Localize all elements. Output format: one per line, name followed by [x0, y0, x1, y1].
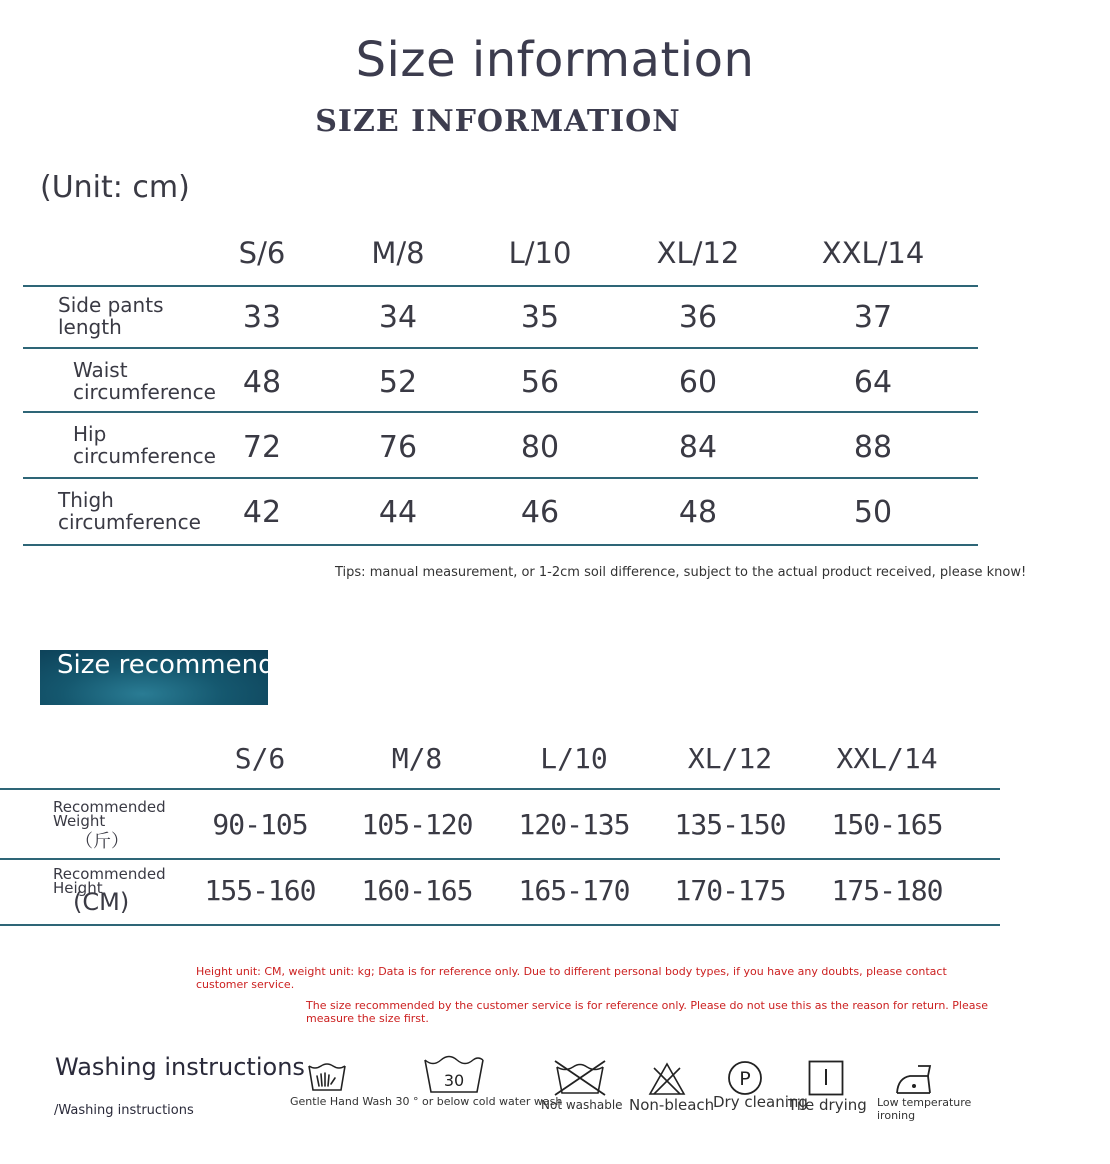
size-header-s: S/6 — [238, 236, 286, 270]
table-cell: 160-165 — [361, 874, 473, 907]
svg-text:P: P — [739, 1068, 751, 1090]
table-cell: 90-105 — [212, 808, 308, 841]
not-washable-caption: Not washable — [541, 1098, 623, 1112]
size-header-xxl: XXL/14 — [821, 236, 925, 270]
table-divider — [0, 858, 1000, 860]
table-cell: 64 — [853, 365, 893, 400]
hand-wash-icon — [307, 1060, 347, 1094]
size-recommendation-banner — [40, 650, 341, 705]
size-header-l: L/10 — [508, 236, 572, 270]
table-divider — [23, 285, 978, 287]
table-cell: 84 — [678, 430, 718, 465]
table-cell: 46 — [520, 495, 560, 530]
table-cell: 44 — [378, 495, 418, 530]
page-subtitle: SIZE INFORMATION — [315, 104, 681, 139]
table-cell: 48 — [678, 495, 718, 530]
row-label-line: circumference — [73, 380, 216, 404]
tile-drying-caption: Tile drying — [788, 1096, 867, 1114]
non-bleach-icon — [648, 1062, 686, 1096]
row-label-unit: （斤） — [75, 831, 129, 852]
table-divider — [23, 544, 978, 546]
row-label-recommended-height — [53, 867, 166, 915]
table-cell: 80 — [520, 430, 560, 465]
table-cell: 35 — [520, 300, 560, 335]
table-divider — [0, 788, 1000, 790]
row-label-line: Thigh — [58, 488, 114, 512]
row-label-line: length — [58, 315, 122, 339]
table-cell: 42 — [242, 495, 282, 530]
non-bleach-caption: Non-bleach — [629, 1096, 715, 1114]
table-cell: 56 — [520, 365, 560, 400]
caption-line: Low temperature — [877, 1096, 972, 1109]
row-label-line: Recommended — [53, 865, 166, 883]
banner-label: Size recommendation — [57, 650, 341, 680]
table-divider — [23, 477, 978, 479]
row-label-waist — [73, 359, 216, 403]
table-cell: 155-160 — [204, 874, 316, 907]
table-cell: 52 — [378, 365, 418, 400]
row-label-line: Weight — [53, 812, 106, 830]
unit-label: (Unit: cm) — [40, 170, 190, 205]
rec-header-xxl: XXL/14 — [836, 742, 938, 775]
hand-wash-caption: Gentle Hand Wash 30 ° or below cold water wash — [290, 1095, 563, 1108]
rec-header-xl: XL/12 — [687, 742, 773, 775]
table-cell: 76 — [378, 430, 418, 465]
row-label-line: Hip — [73, 422, 107, 446]
row-label-line: Height — [53, 879, 103, 897]
table-cell: 120-135 — [518, 808, 630, 841]
tile-drying-icon — [808, 1060, 844, 1096]
table-cell: 36 — [678, 300, 718, 335]
table-cell: 88 — [853, 430, 893, 465]
row-label-line: Recommended — [53, 798, 166, 816]
note-recommendation: The size recommended by the customer service is for reference only. Please do not use this as the reason for return. Please measure the size first. — [306, 999, 988, 1025]
note-units: Height unit: CM, weight unit: kg; Data is for reference only. Due to different personal body types, if you have any doubts, please contact customer service. — [196, 965, 947, 991]
wash-temp-label: 30 — [443, 1071, 465, 1090]
washing-subtitle: /Washing instructions — [54, 1103, 194, 1118]
dry-cleaning-caption: Dry cleaning — [713, 1093, 808, 1111]
table-divider — [0, 924, 1000, 926]
row-label-line: Side pants — [58, 293, 164, 317]
not-washable-icon — [553, 1059, 607, 1097]
table-cell: 105-120 — [361, 808, 473, 841]
table-cell: 150-165 — [831, 808, 943, 841]
table-cell: 175-180 — [831, 874, 943, 907]
row-label-recommended-weight — [53, 800, 166, 852]
washing-title: Washing instructions — [55, 1053, 305, 1081]
table-cell: 135-150 — [674, 808, 786, 841]
table-cell: 37 — [853, 300, 893, 335]
table-cell: 170-175 — [674, 874, 786, 907]
table-cell: 72 — [242, 430, 282, 465]
row-label-line: circumference — [73, 444, 216, 468]
row-label-line: circumference — [58, 510, 201, 534]
wash-30-icon — [422, 1056, 486, 1096]
dry-cleaning-icon — [726, 1060, 764, 1096]
table-divider — [23, 411, 978, 413]
row-label-hip — [73, 423, 216, 467]
table-cell: 34 — [378, 300, 418, 335]
caption-line: ironing — [877, 1109, 916, 1122]
low-temperature-ironing-caption — [877, 1096, 971, 1122]
row-label-line: Waist — [73, 358, 128, 382]
page-title: Size information — [355, 32, 755, 88]
table-cell: 165-170 — [518, 874, 630, 907]
table-cell: 60 — [678, 365, 718, 400]
table-cell: 50 — [853, 495, 893, 530]
row-label-side-pants-length — [58, 294, 164, 338]
table-cell: 33 — [242, 300, 282, 335]
size-header-xl: XL/12 — [656, 236, 740, 270]
tips-text: Tips: manual measurement, or 1-2cm soil difference, subject to the actual product received, please know! — [335, 565, 1027, 580]
rec-header-l: L/10 — [540, 742, 608, 775]
rec-header-m: M/8 — [391, 742, 443, 775]
size-header-m: M/8 — [371, 236, 425, 270]
table-divider — [23, 347, 978, 349]
low-temperature-ironing-icon — [894, 1060, 934, 1096]
row-label-unit: (CM) — [73, 888, 130, 916]
row-label-thigh — [58, 489, 201, 533]
rec-header-s: S/6 — [234, 742, 286, 775]
table-cell: 48 — [242, 365, 282, 400]
